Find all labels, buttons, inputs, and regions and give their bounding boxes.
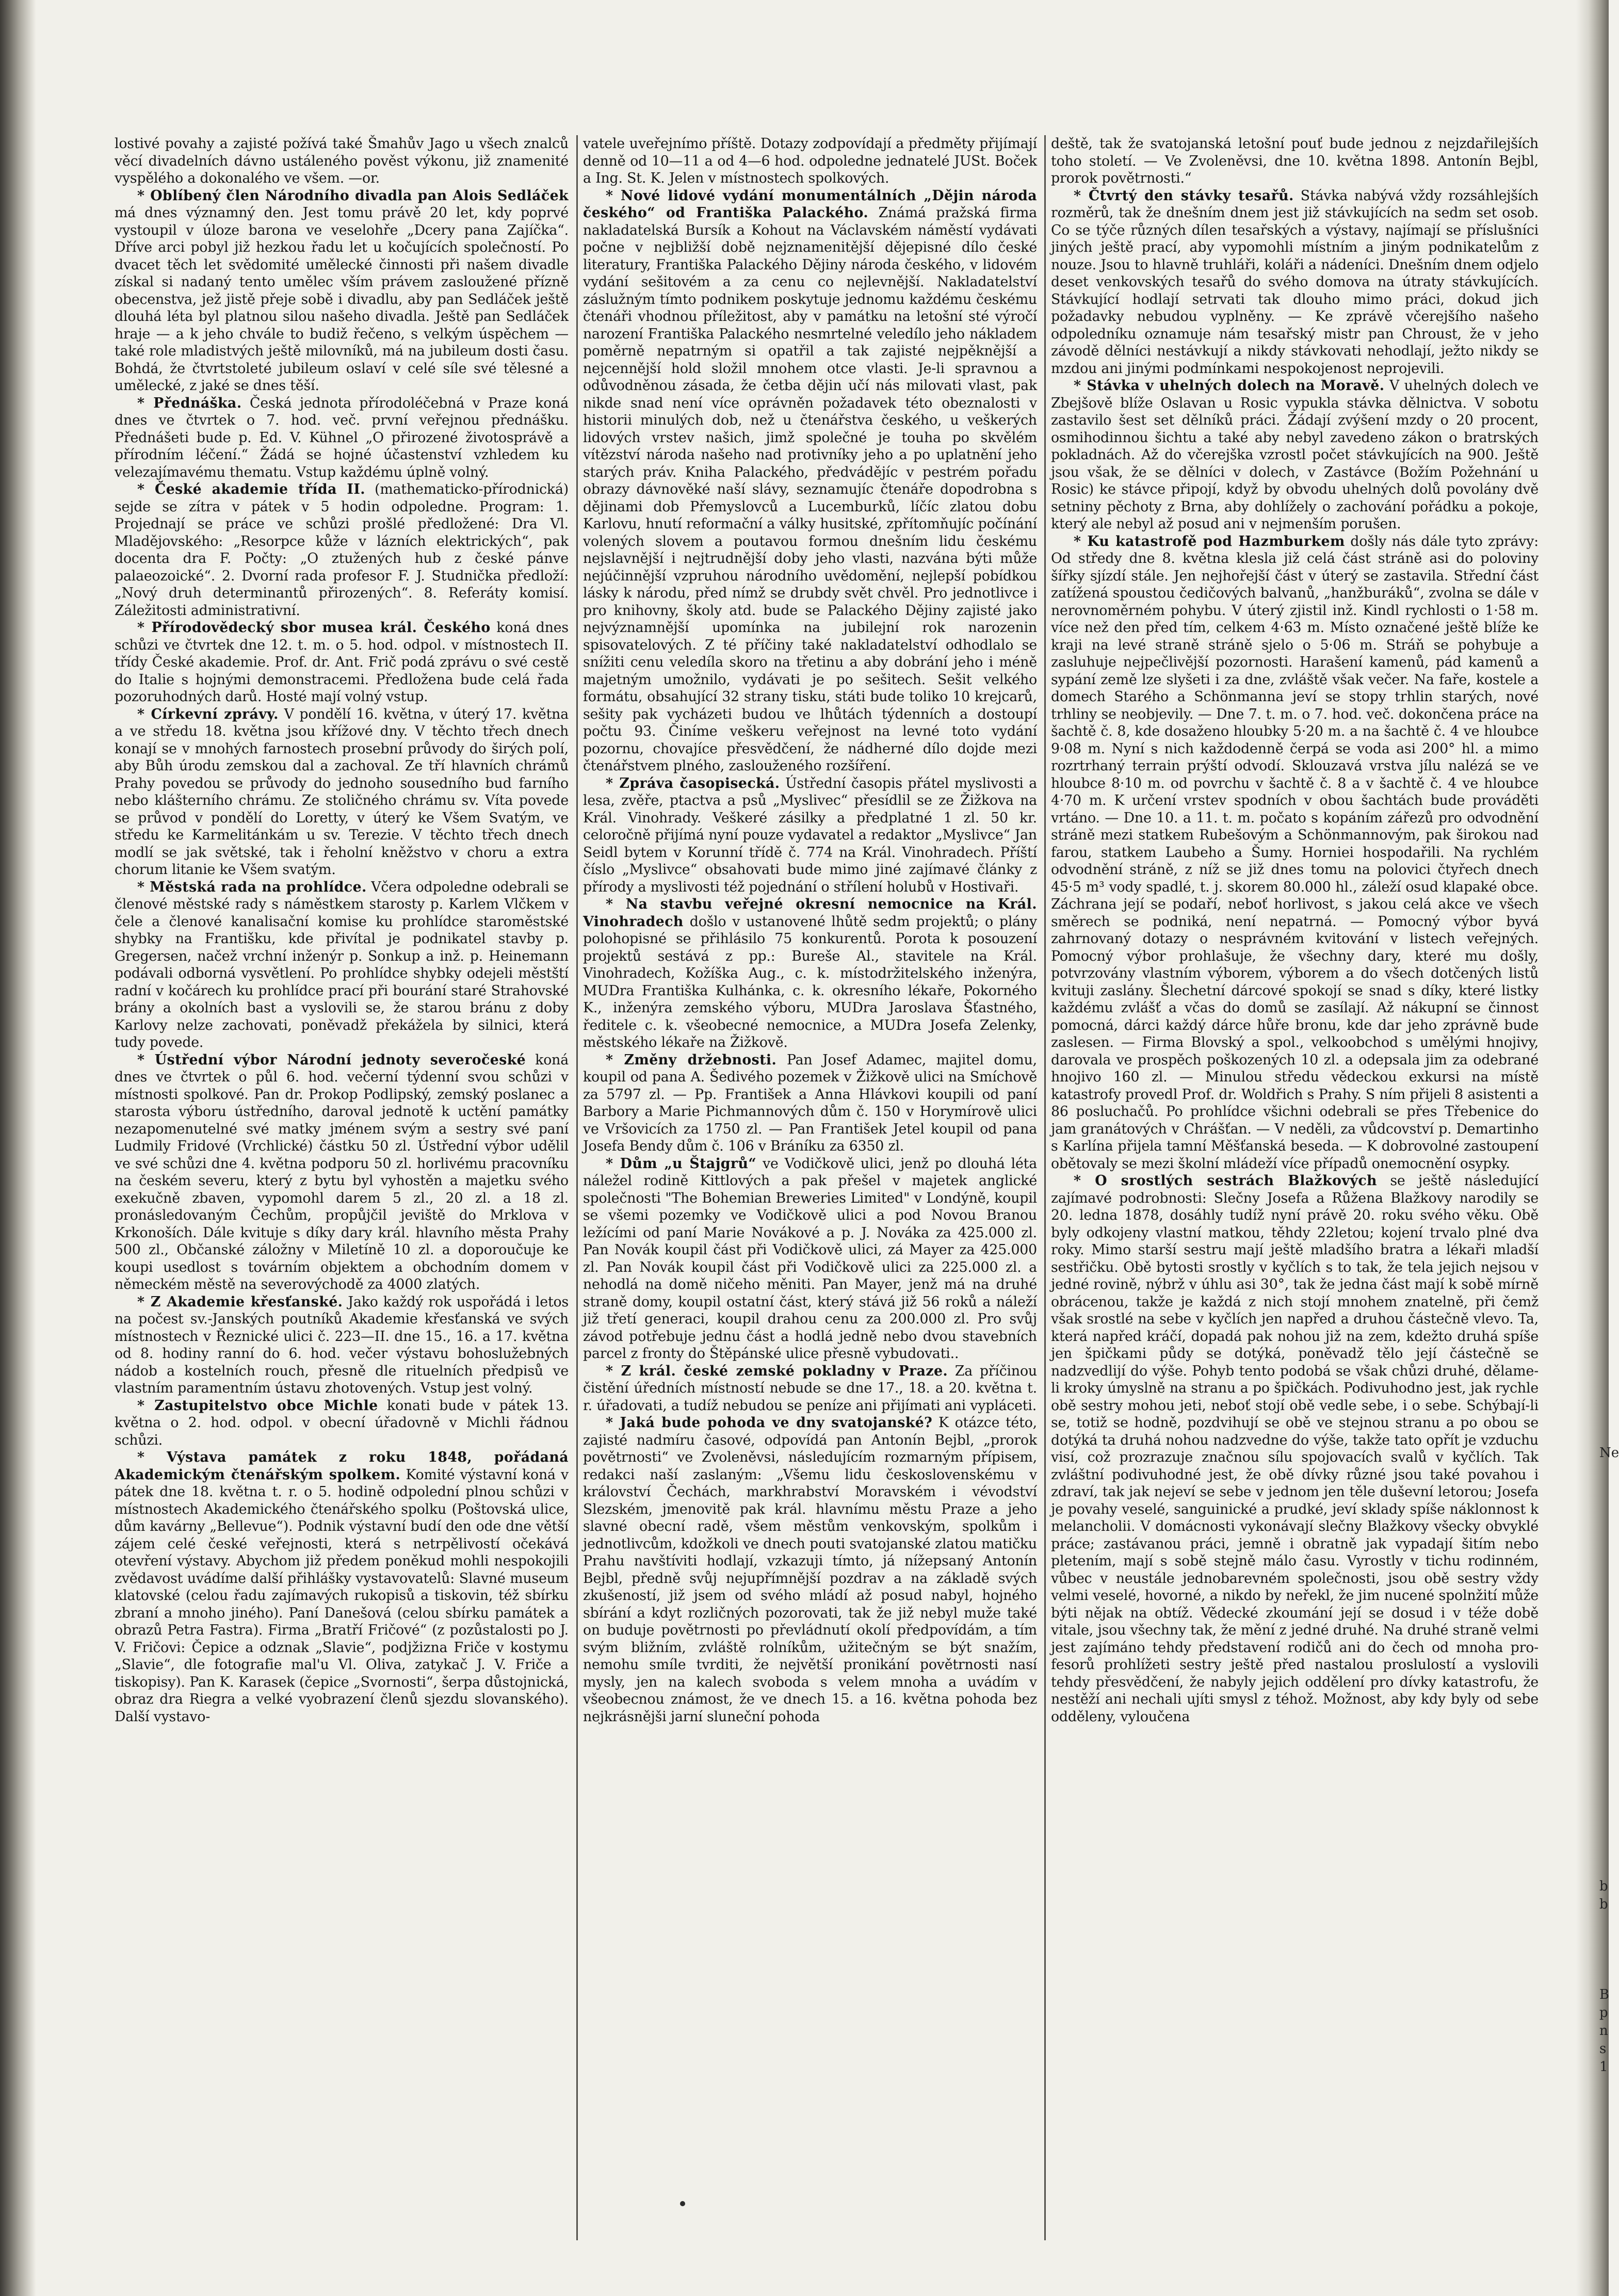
news-item-body: vatele uveřejnímo příště. Dotazy zodpovídají a předměty přijímají denně od 10—11 a od 4—6 hod. odpoledne jednatelé JUSt. Boček a Ing. St. K. Jelen v místnostech spolkových. [583,136,1037,186]
news-item-body: Česká jednota přírodoléčebná v Praze koná dnes ve čtvrtek o 7. hod. več. první veřejnou přednášku. Přednášeti bude p. Ed. V. Kühnel „O přirozené životosprávě a přírodním léčení.“ Žádá se hojné účastenství vzhledem ku velezajímavému thematu. Vstup každému úplně volný. [115,395,569,480]
news-item-body: V pondělí 16. května, v úterý 17. května a ve středu 18. května jsou křížové dny. V těchto třech dnech konají se v mnohých farnostech prosební průvody do širých polí, aby Bůh úrodu zemskou dal a zachoval. Ze tří hlavních chrámů Prahy povedou se průvody do jednoho sousedního bud farního nebo klášterního chrámu. Ze stoličného chrámu sv. Víta povede se průvod v pondělí do Loretty, v úterý ke Všem Svatým, ve středu ke Karmelitánkám u sv. Terezie. V těchto třech dnech modlí se jak světské, tak i řeholní kněžstvo v choru a extra chorum litanie ke Všem svatým. [115,706,569,878]
news-item-body: se ještě následující zajímavé podrobnosti: Slečny Josefa a Růžena Blažkovy narodily se 20. ledna 1878, dosáhly tudíž nyní právě 20. roku svého věku. Obě byly odkojeny vlastní matkou, těhdy 22letou; kojení trvalo plné dva roky. Mimo starší sestru mají ještě mladšího bratra a lékaři mladší sestřičku. Obě bytosti srostly v kyčlích s to tak, že tela jejich nejsou v jedné rovině, nýbrž v úhlu asi 30°, tak že jedna část mají k sobě mírně obrácenou, takže je každá z nich stojí mnohem znatelně, při čemž však srostlé na sebe v kyčlích jen napřed a druhou částečně vlevo. Ta, která napřed kráčí, dopadá pak nohou již na zem, kdežto druhá spíše jen špičkami půdy se dotýká, poněvadž tělo její částečně se nadzvedlijí do výše. Pohyb tento podobá se však chůzi druhé, dělame-li kroky úmyslně na stranu a po špičkách. Podivuhodno jest, jak rychle obě sestry mohou jeti, neboť stojí obě vedle sebe, i o sebe. Schýbají-li se, totiž se hodně, pozdvihují se obě ve stejnou stranu a po obou se dotýká ta druhá nohou nadzvedne do výše, takže tato opřít je vzduchu visí, což prozrazuje značnou sílu spojovacích svalů v kyčlích. Tak zvláštní podivuhodné jest, že obě dívky různé jsou také povahou i zdraví, tak jak nejeví se sebe v jednom jen těle duševní letorou; Josefa je povahy veselé, sanguinické a prudké, jeví sklady spíše náklonnost k melancholii. V domácnosti vykonávají slečny Blažkovy všecky obvyklé práce; zastávanou práci, jemně i obratně jak vypadají šitím nebo pletením, mají s sobě stejně málo času. Vyrostly v tichu rodinném, vůbec v neustále jednobarevném společnosti, jsou obě sestry vždy velmi veselé, hovorné, a nikdo by neřekl, že jim nucené spolnžití může býti nějak na obtíž. Vědecké zkoumání její se dosud i v téže době vitale, jsou všechny tak, že mění z jedné druhé. Na druhé straně velmi jest zajímáno tehdy představení rodičů ani do čech od mnoha pro-fesorů prohlížeti sestry ještě před nastalou proslulostí a vyslovili tehdy přesvědčení, že nabyly jejich oddělení pro dívky katastrofu, že nestěží ani nechali ujíti smysl z téhož. Možnost, aby kdy byly od sebe odděleny, vyloučena [1051,1173,1539,1725]
news-item-body: Jako každý rok uspořádá i letos na počest sv.-Janských poutníků Akademie křesťanská ve svých místnostech v Řeznické ulici č. 223—II. dne 15., 16. a 17. května od 8. hodiny ranní do 6. hod. večer výstavu bohoslužebných nádob a kostelních rouch, přesně dle rituelních předpisů ve vlastním paramentním ústavu zhotovených. Vstup jest volný. [115,1293,569,1396]
news-item-heading: * Výstava památek z roku 1848, pořádaná Akademickým čtenářským spolkem. [115,1449,569,1483]
news-item [583,775,1037,896]
fragment-letter: Ne [1599,1445,1619,1461]
news-item [115,1052,569,1293]
news-item-heading: * Přednáška. [137,395,242,411]
news-item-heading: * Zastupitelstvo obce Michle [137,1397,378,1414]
news-item [1051,533,1539,1173]
news-item-heading: * Nové lidové vydání monumentálních „Dějin národa českého“ od Františka Palackého. [583,187,1037,221]
continued-paragraph [583,135,1037,187]
news-item [115,879,569,1052]
news-item-heading: * Změny držebnosti. [606,1052,777,1068]
news-item-body: V uhelných dolech ve Zbejšově blíže Oslavan u Rosic vypukla stávka dělnictva. V sobotu zastavilo šest set dělníků práci. Žádají zvýšení mzdy o 20 procent, osmihodinnou šichtu a také aby nebyl zavedeno zákon o bratrských pokladnách. Až do včerejška vzrostl počet stávkujících na 900. Ještě jsou však, že se dělníci v dolech, v Zastávce (Božím Požehnání u Rosic) ke stávce připojí, když by obvodu uhelných dolů povolány dvě setniny pěchoty z Brna, aby dohlížely o zachování pořádku a pokoje, který ale nebyl až posud ani v nejmenším porušen. [1051,378,1539,532]
news-item [583,1363,1037,1415]
news-item-body: došlo v ustanovené lhůtě sedm projektů; o plány polohopisné se přihlásilo 75 konkurentů. Porota k posouzení projektů sestává z pp.: Bureše Al., stavitele na Král. Vinohradech, Kožíška Aug., c. k. místodržitelského inženýra, MUDra Františka Kulhánka, c. k. okresního lékaře, Pokorného K., inženýra zemského výboru, MUDra Jaroslava Šťastného, ředitele c. k. všeobecné nemocnice, a MUDra Josefa Zelenky, městského lékaře na Žižkově. [583,913,1037,1050]
news-item-heading: * Ústřední výbor Národní jednoty severočeské [137,1052,526,1068]
news-item [583,1414,1037,1725]
news-item [1051,1172,1539,1725]
news-item-heading: * Zpráva časopisecká. [606,775,780,791]
fragment-letter: B [1599,1987,1610,2002]
news-item-heading: * Dům „u Štajgrů“ [606,1155,757,1172]
column-1 [115,135,569,2251]
news-item [115,1293,569,1397]
news-item [115,395,569,481]
fragment-letter: 1 [1599,2059,1608,2075]
news-item-heading: * Oblíbený člen Národního divadla pan Alois Sedláček [137,187,569,204]
news-item [1051,187,1539,378]
column-3 [1051,135,1539,2251]
fragment-letter: n [1599,2023,1608,2039]
news-item [115,1449,569,1725]
news-item-body: Stávka nabývá vždy rozsáhlejších rozměrů, tak že dnešním dnem jest již stávkujících na sedm set osob. Co se týče různých dílen tesařských a výstavy, najímají se příslušníci jiných ještě prací, aby vypomohli místním a jiným podnikatelům z nouze. Jsou to hlavně truhláři, koláři a nádeníci. Dnešním dnem odjelo deset venkovských tesařů do svého domova na útraty stávkujících. Stávkující hodlají setrvati tak dlouho mimo práci, dokud jich požadavky nebudou vyplněny. — Ke zprávě včerejšího našeho odpoledníku oznamuje nám tesařský mistr pan Chroust, že v jeho závodě dělníci nestávkují a nikdy stávkovati nehodlají, ježto nikdy se mzdou ani jinými podmínkami nespokojenost neprojevili. [1051,187,1539,377]
news-item-body: koná dnes ve čtvrtek o půl 6. hod. večerní týdenní svou schůzi v místnosti spolkové. Pan dr. Prokop Podlipský, zemský poslanec a starosta výboru ústředního, daroval jednotě k uctění památky nezapomenutelné své matky jménem svým a sestry své paní Ludmily Fridové (Vrchlické) částku 50 zl. Ústřední výbor udělil ve své schůzi dne 4. května podporu 50 zl. horlivému pracovníku na českém severu, který z bytu byl vyhostěn a majetku svého exekučně zbaven, vypomohl darem 5 zl., 20 zl. a 18 zl. pronásledovaným Čechům, propůjčil jeviště do Mrklova v Krkonoších. Dále kvituje s díky dary král. hlavního města Prahy 500 zl., Občanské záložny v Miletíně 10 zl. a doporoučuje ke koupi usedlost s továrním objektem a obchodním domem v německém městě na severovýchodě za 4000 zlatých. [115,1052,569,1292]
news-item-heading: * Přírodovědecký sbor musea král. Českého [137,620,491,636]
news-item-body: deště, tak že svatojanská letošní pouť bude jednou z nejzdařilejších toho století. — Ve Zvoleněvsi, dne 10. května 1898. Antonín Bejbl, prorok povětrnosti.“ [1051,136,1539,186]
news-item-heading: * O srostlých sestrách Blažkových [1074,1173,1377,1189]
news-item [115,187,569,395]
text-columns [115,135,1539,2251]
news-item-body: Včera odpoledne odebrali se členové městské rady s náměstkem starosty p. Karlem Vlčkem v čele a členové kanalisační komise ku prohlídce staroměstské shybky na Františku, kde přivítal je podnikatel stavby p. Gregersen, načež vrchní inženýr p. Sonkup a inž. p. Heinemann podávali odborná vysvětlení. Po prohlídce shybky odejeli městští radní v kočárech ku prohlídce prací při bourání staré Strahovské brány a okolních bast a vyslovili se, že starou bránu z doby Karlovy nelze zachovati, poněvadž překážela by silnici, která tudy povede. [115,879,569,1050]
news-item-body: (mathematicko-přírodnická) sejde se zítra v pátek v 5 hodin odpoledne. Program: 1. Projednají se práce ve schůzi prošlé předložené: Dra Vl. Mladějovského: „Resorpce kůže v lázních elektrických“, pak docenta dra F. Počty: „O ztužených hub z české pánve palaeozoické“. 2. Dvorní rada profesor F. J. Studnička předloží: „Nový druh determinantů přirozených“. 8. Referáty komisí. Záležitosti administrativní. [115,481,569,619]
news-item-heading: * Jaká bude pohoda ve dny svatojanské? [606,1415,933,1431]
news-item-heading: * Církevní zprávy. [137,706,279,722]
news-item-heading: * Z král. české zemské pokladny v Praze. [606,1363,948,1379]
print-mark [680,2201,685,2206]
news-item-body: Komité výstavní koná v pátek dne 18. května t. r. o 5. hodině odpolední plnou schůzi v místnostech Akademického čtenářského spolku (Poštovská ulice, dům kavárny „Bellevue“). Podnik výstavní budí den ode dne větší zájem celé české veřejnosti, která s netrpělivostí očekává otevření výstavy. Abychom již předem poněkud mohli nespokojili zvědavost uvádíme další přihlášky vystavovatelů: Slavné museum klatovské (celou řadu zajímavých rukopisů a tiskovin, též sbírku zbraní a mnoho jiného). Paní Danešová (celou sbírku památek a obrazů Petra Fastra). Firma „Bratří Fričové“ (z pozůstalosti po J. V. Fričovi: Čepice a odznak „Slavie“, podjžizna Friče v kostymu „Slavie“, dle fotografie mal'u Vl. Oliva, zatykač J. V. Friče a tiskopisy). Pan K. Karasek (čepice „Svornosti“, šerpa důstojnická, obraz dra Riegra a velké vyobrazení členů sjezdu slovanského). Další vystavo- [115,1466,569,1725]
news-item-body: Za příčinou čistění úředních místností nebude se dne 17., 18. a 20. května t. r. úřadovati, a tudíž nebudou se peníze ani přijímati ani vypláceti. [583,1363,1037,1414]
news-item [115,481,569,619]
news-item-body: koná dnes schůzi ve čtvrtek dne 12. t. m. o 5. hod. odpol. v místnostech II. třídy České akademie. Prof. dr. Ant. Frič podá zprávu o své cestě do Italie s hojnými demonstracemi. Předložena bude celá řada pozoruhodných darů. Hosté mají volný vstup. [115,620,569,705]
news-item-heading: * Ku katastrofě pod Hazmburkem [1074,533,1345,549]
binding-edge [0,0,36,2296]
news-item-heading: * Městská rada na prohlídce. [137,879,367,895]
fragment-letter: b [1599,1879,1608,1894]
news-item [115,706,569,879]
continued-paragraph [1051,135,1539,187]
news-item [115,619,569,706]
news-item-heading: * Z Akademie křesťanské. [137,1293,343,1310]
continued-paragraph [115,135,569,187]
news-item [583,1052,1037,1155]
news-item [1051,377,1539,533]
news-item-body: Pan Josef Adamec, majitel domu, koupil od pana A. Šedivého pozemek v Žižkově ulici na Smíchově za 5797 zl. — Pp. František a Anna Hlávkovi koupili od paní Barbory a Marie Pichmannových dům č. 150 v Horymírově ulici ve Vršovicích za 1750 zl. — Pan František Jetel koupil od pana Josefa Bendy dům č. 106 v Bráníku za 6350 zl. [583,1052,1037,1154]
news-item-body: K otázce této, zajisté nadmíru časové, odpovídá pan Antonín Bejbl, „prorok povětrnosti“ ve Zvoleněvsi, následujícím rozmarným přípisem, redakci naší zaslaným: „Všemu lidu československému v království Čechách, markhrabství Moravském i vévodství Slezském, jmenovitě pak král. hlavnímu městu Praze a jeho slavné obecní radě, všem městům venkovským, spolkům i jednotlivcům, kdožkoli ve dnech pouti svatojanské zlatou matičku Prahu navštíviti hodlají, vzkazuji tímto, já nížepsaný Antonín Bejbl, předně svůj nejupřímnější pozdrav a na základě svých zkušeností, již jsem od svého mládí až posud nabyl, hojného sbírání a kdyt rozličných pozorovati, tak že již nebyl muže také on buduje povětrnosti po převládnutí okolí předpovídám, a tím svým bližním, zvláště rolníkům, užitečným se být snažím, nemohu smíle tvrditi, že největší pronikání povětrnosti nasí mysly, jen na kalech svoboda s velem mnoha a uvádím v všeobecnou známost, že ve dnech 15. a 16. května pohoda bez nejkrásnějši jarní sluneční pohoda [583,1415,1038,1725]
news-item [583,1155,1037,1363]
news-item-body: došly nás dále tyto zprávy: Od středy dne 8. května klesla již celá část stráně asi do poloviny šířky sjízdí stále. Jen nejhořejší část v úterý se zastavila. Střední část zatížená spoustou čedičových balvanů, „hanžburáků“, zvolna se dále v nerovnoměrném pohybu. V úterý zjistil inž. Kindl rychlosti o 1·58 m. více než den před tím, celkem 4·63 m. Místo označené ještě blíže ke kraji na levé straně stráně sjelo o 5·06 m. Stráň se pohybuje a zasluhuje nejpečlivější pozornosti. Harašení kamenů, pád kamenů a sypání země lze slyšeti i za dne, zvláště však večer. Na faře, kostele a domech Starého a Schönmanna jeví se stopy trhlin starých, nové trhliny se neobjevily. — Dne 7. t. m. o 7. hod. več. dokončena práce na šachtě č. 8, kde dosaženo hloubky 5·20 m. a na šachtě č. 4 ve hloubce 9·08 m. Nyní s nich každodenně čerpá se voda asi 200° hl. a mimo rozrtrhaný terrain prýští odvodí. Sklouzavá vrstva jílu nalézá se ve hloubce 8·10 m. od povrchu v šachtě č. 8 a v šachtě č. 4 ve hloubce 4·70 m. K určení vrstev spodních v obou šachtách bude prováděti vrtáno. — Dne 10. a 11. t. m. počato s kopáním zářezů pro odvodnění stráně mezi statkem Rubešovým a Schönmannovým, pak širokou nad farou, statkem Laubeho a Šumy. Horniei hospodařili. Na rychlém odvodnění stráně, z níž se již dnes tomu na polovici čtyřech dnech 45·5 m³ vody spadlé, t. j. skorem 80.000 hl., záleží osud klapaké obce. Záchrana její se podaří, neboť horlivost, s jakou celá akce ve všech směrech se podniká, není nepatrná. — Pomocný výbor byvá zahrnovaný dotazy o nesprávném kvitování v listech veřejných. Pomocný výbor prohlašuje, že všechny dary, které mu došly, potvrzovány vlastním výborem, výborem a do všech dotčených listů kvituji zaslány. Šlechetní dárcové spokojí se snad s díky, které listky každému zvlášť a včas do domů se zasílají. Až nákupní se činnost pomocná, dárci každý dárce hůře bronu, kde dar jeho zprávně bude zaslesen. — Firma Blovský a spol., velkoobchod s umělými hnojivy, darovala ve prospěch poškozených 10 zl. a odepsala jim za odebrané hnojivo 160 zl. — Minulou středu vědeckou exkursi na místě katastrofy provedl Prof. dr. Woldřich s Prahy. S ním přijeli 8 asistenti a 86 posluchačů. Po prohlídce všichni odebrali se přes Třebenice do jam granátových v Chrášťan. — V neděli, za vůdcovství p. Demartinho s Karlína přijela tamní Měšťanská beseda. — K dobrovolné zastoupení obětovaly se mezi školní mládeží více případů onemocnění osypky. [1051,533,1539,1172]
news-item-body: má dnes významný den. Jest tomu právě 20 let, kdy poprvé vystoupil v úloze barona ve veselohře „Dcery pana Zajíčka“. Dříve arci pobyl již hezkou řadu let u kočujících společností. Po dvacet těch let svědomité umělecké činnosti při našem divadle získal si nadaný tento umělec vším právem zasloužené přízně obecenstva, jež jistě přeje sobě i divadlu, aby pan Sedláček ještě dlouhá léta byl platnou silou našeho divadla. Ještě pan Sedláček hraje — a k jeho chvále to budiž řečeno, s velkým úspěchem — také role mladistvých ještě milovníků, má na jubileum dosti času. Bohdá, že čtvrtstoleté jubileum oslaví v celé síle své tělesné a umělecké, z jaké se dnes těší. [115,205,569,394]
news-item-heading: * Čtvrtý den stávky tesařů. [1074,187,1294,204]
news-item-body: konati bude v pátek 13. května o 2. hod. odpol. v obecní úřadovně v Michli řádnou schůzi. [115,1397,569,1448]
news-item [115,1397,569,1449]
news-item-body: ve Vodičkově ulici, jenž po dlouhá léta náležel rodině Kittlových a pak přešel v majetek anglické společnosti "The Bohemian Breweries Limited" v Londýně, koupil se všemi pozemky ve Vodičkově ulici a pod Novou Branou ležícími od paní Marie Novákové a p. J. Nováka za 425.000 zl. Pan Novák koupil část při Vodičkově ulici, zá Mayer za 425.000 zl. Pan Novák koupil část při Vodičkově ulici za 225.000 zl. a nehodlá na domě ničeho měniti. Pan Mayer, jenž má na druhé straně domy, koupil ostatní část, který stává již 56 roků a náleží již třetí generaci, koupil drahou cenu za 200.000 zl. Pro svůj závod potřebuje jednu část a hodlá jedně nebo dvou stavebních parcel z fronty do Štěpánské ulice přesně vybudovati.. [583,1155,1038,1362]
fragment-letter: p [1599,2005,1608,2020]
next-page-fragment [1598,0,1619,2296]
news-item-heading: * Na stavbu veřejné okresní nemocnice na Král. Vinohradech [583,896,1037,930]
news-item [583,187,1037,775]
fragment-letter: b [1599,1897,1608,1912]
news-item-heading: * Stávka v uhelných dolech na Moravě. [1074,378,1385,394]
news-item-body: lostivé povahy a zajisté požívá také Šmahův Jago u všech znalců věcí divadelních dávno ustáleného pověst výkonu, již znamenité vyspělého a dokonalého ve všem. —or. [115,136,569,186]
column-2 [583,135,1037,2251]
news-item-body: Známá pražská firma nakladatelská Bursík a Kohout na Václavském náměstí vydávati počne v nejbližší době nejznamenitější dějepisné dílo české literatury, Františka Palackého Dějiny národa českého, v lidovém vydání sešitovém a za cenu co nejlevnější. Nakladatelství záslužným tímto podnikem poskytuje jednomu každému českému čtenáři vhodnou příležitost, aby v památku na letošní sté výročí narození Františka Palackého nesmrtelné veledílo jeho nákladem poměrně nepatrným si opatřil a tak zajisté nejpěknější a nejcennější hold složil mnohem otce vlasti. Je-li spravnou a odůvodněnou zásada, že četba dějin učí nás milovati vlast, pak nikde snad není více oprávněn požadavek této obeznalosti v historii minulých dob, než u čtenářstva českého, u veškerých lidových vrstev našich, jimž společné je touha po skvělém vítězství národa našeho nad protivníky jeho a po uplatnění jeho starých práv. Kniha Palackého, předvádějíc v pestrém pořadu obrazy dávnověké naší slávy, seznamujíc čtenáře dopodrobna s dějinami dob Přemyslovců a Lucemburků, líčíc zlatou dobu Karlovu, hnutí reformační a války husitské, zpřítomňujíc počínání volených slovem a poutavou formou dnešním lidu českému nejslavnější i nejtrudnější doby jeho vlasti, nazvána býti může nejúčinnější vzpruhou národního uvědomění, nejlepší pobídkou lásky k národu, před nímž se drubdy svět chvěl. Pro jednotlivce i pro knihovny, školy atd. bude se Palackého Dějiny zajisté jako nejvýznamnější upomínka na jubilejní rok narozenin spisovatelových. Z té příčiny také nakladatelství odhodlalo se snížiti cenu veledíla skoro na třetinu a aby dobrání jeho i méně majetným umožnilo, vydávati je po sešitech. Sešit velkého formátu, obsahující 32 strany tisku, státi bude toliko 10 krejcarů, sešity pak vycházeti budou ve lhůtách týdenních a dostoupí počtu 93. Činíme veškeru veřejnost na levné toto vydání pozornu, chovajíce přesvědčení, že nádherné dílo dojde mezi čtenářstvem plného, zaslouženého rozšíření. [583,205,1038,774]
news-item [583,896,1037,1052]
fragment-letter: s [1599,2041,1607,2057]
news-item-body: Ústřední časopis přátel myslivosti a lesa, zvěře, ptactva a psů „Myslivec“ přesídlil se ze Žižkova na Král. Vinohrady. Veškeré zásilky a předplatné 1 zl. 50 kr. celoročně přijímá nyní pouze vydavatel a redaktor „Myslivce“ Jan Seidl bytem v Korunní třídě č. 774 na Král. Vinohradech. Příští číslo „Myslivce“ obsahovati bude mimo jiné zajímavé články z přírody a myslivosti též pojednání o střílení holubů v Hostivaři. [583,775,1037,895]
news-item-heading: * České akademie třída II. [137,481,365,497]
